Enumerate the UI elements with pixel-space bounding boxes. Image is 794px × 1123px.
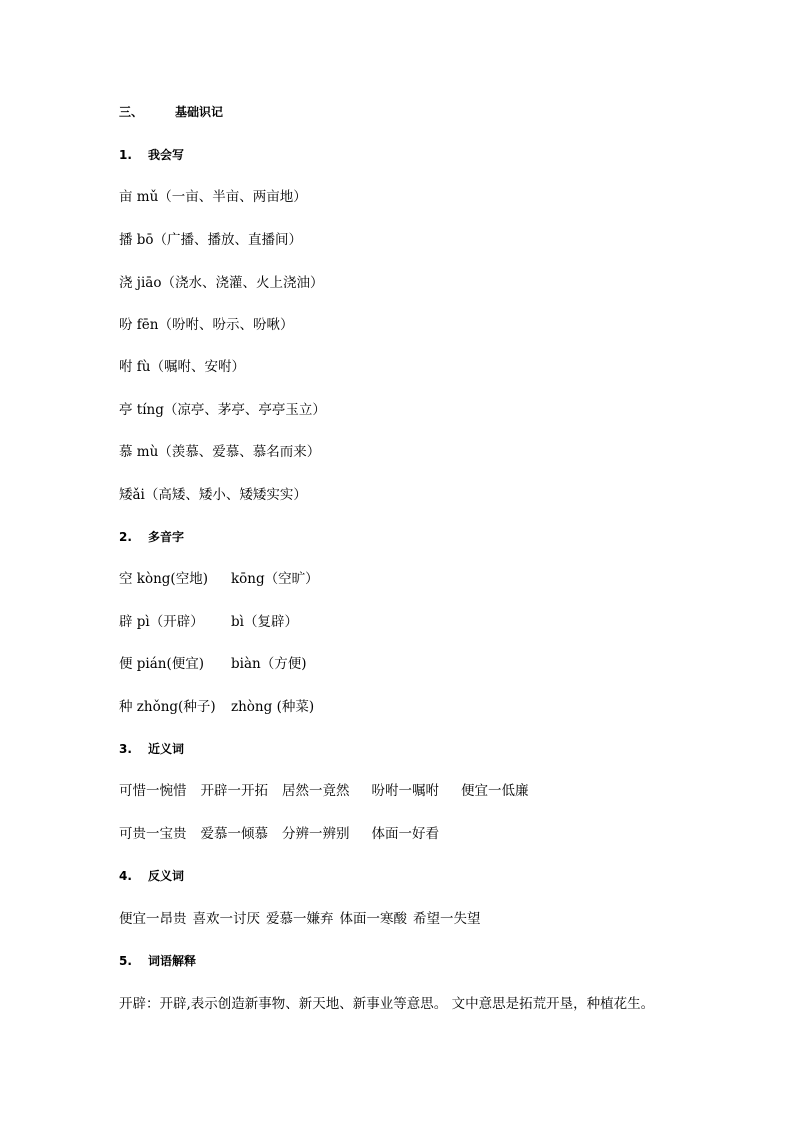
write-item: 矮ǎi（高矮、矮小、矮矮实实） [119, 487, 307, 503]
antonyms-title: 反义词 [148, 869, 185, 883]
write-number: 1. [119, 148, 132, 162]
glossary-number: 5. [119, 954, 132, 968]
glossary-definition: 开辟：开辟,表示创造新事物、新天地、新事业等意思。 文中意思是拓荒开垦，种植花生。 [119, 996, 655, 1012]
antonym-pair: 喜欢一讨厌 [192, 911, 260, 927]
polyphone-reading-b: bì（复辟） [231, 614, 298, 630]
polyphone-reading-b: biàn（方便) [231, 656, 307, 672]
synonyms-title: 近义词 [148, 742, 185, 756]
section-heading [119, 103, 223, 121]
synonyms-number: 3. [119, 742, 132, 756]
synonym-pair: 可惜一惋惜 [119, 783, 187, 799]
antonym-pair: 便宜一昂贵 [119, 911, 187, 927]
polyphone-reading-a: 空 kòng(空地) [119, 571, 208, 587]
glossary-title: 词语解释 [148, 954, 197, 968]
antonym-pair: 体面一寒酸 [339, 911, 407, 927]
write-item: 咐 fù（嘱咐、安咐） [119, 359, 245, 375]
write-title: 我会写 [148, 148, 185, 162]
polyphone-row [119, 655, 307, 673]
polyphone-reading-a: 便 pián(便宜) [119, 656, 205, 672]
synonym-pair: 开辟一开拓 [200, 783, 268, 799]
polyphone-reading-a: 辟 pì（开辟） [119, 614, 204, 630]
antonyms-number: 4. [119, 869, 132, 883]
synonym-pair: 分辨一辨别 [282, 826, 350, 842]
glossary-heading [119, 952, 196, 970]
section-title: 基础识记 [175, 105, 224, 119]
polyphone-row [119, 698, 315, 716]
synonym-pair: 居然一竟然 [282, 783, 350, 799]
polyphone-reading-b: zhòng (种菜) [231, 699, 315, 715]
write-item: 浇 jiāo（浇水、浇灌、火上浇油） [119, 275, 324, 291]
polyphone-reading-b: kōng（空旷） [231, 571, 319, 587]
synonym-pair: 爱慕一倾慕 [200, 826, 268, 842]
write-heading [119, 146, 184, 164]
synonyms-heading [119, 740, 184, 758]
polyphone-title: 多音字 [148, 530, 185, 544]
polyphone-row [119, 613, 298, 631]
antonyms-row [119, 910, 481, 928]
synonym-pair: 可贵一宝贵 [119, 826, 187, 842]
antonym-pair: 希望一失望 [413, 911, 481, 927]
synonym-pair: 体面一好看 [371, 826, 439, 842]
antonym-pair: 爱慕一嫌弃 [266, 911, 334, 927]
antonyms-heading [119, 867, 184, 885]
write-item: 播 bō（广播、播放、直播间） [119, 232, 303, 248]
synonym-pair: 便宜一低廉 [461, 783, 529, 799]
polyphone-number: 2. [119, 530, 132, 544]
section-number: 三、 [119, 105, 144, 119]
write-item: 慕 mù（羡慕、爱慕、慕名而来） [119, 444, 321, 460]
polyphone-heading [119, 528, 184, 546]
polyphone-reading-a: 种 zhǒng(种子) [119, 699, 216, 715]
synonyms-row-2 [119, 825, 439, 843]
write-item: 吩 fēn（吩咐、吩示、吩啾） [119, 317, 294, 333]
write-item: 亭 tíng（凉亭、茅亭、亭亭玉立） [119, 402, 326, 418]
write-item: 亩 mǔ（一亩、半亩、两亩地） [119, 189, 307, 205]
synonyms-row-1 [119, 782, 529, 800]
polyphone-row [119, 570, 319, 588]
synonym-pair: 吩咐一嘱咐 [371, 783, 439, 799]
